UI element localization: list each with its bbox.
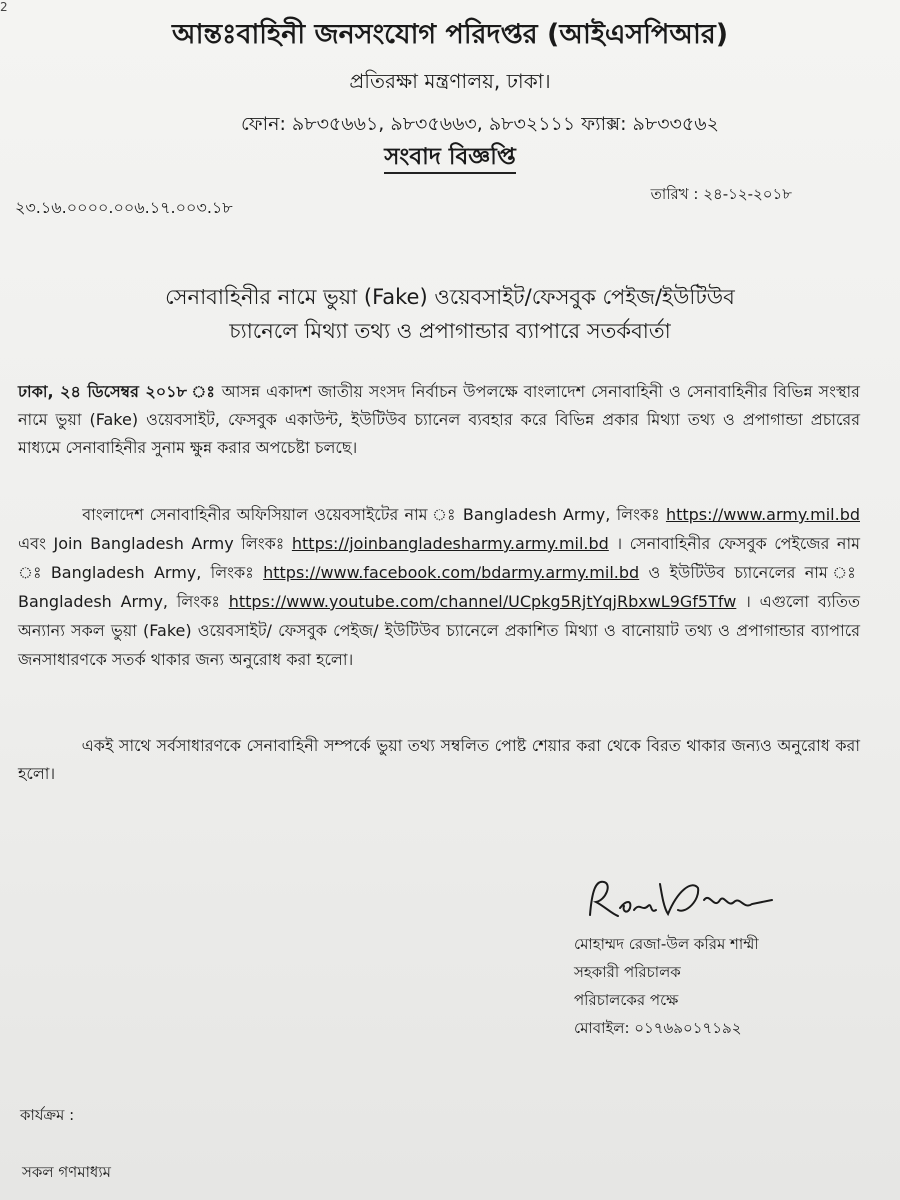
letterhead bbox=[0, 14, 900, 142]
organization-title: আন্তঃবাহিনী জনসংযোগ পরিদপ্তর (আইএসপিআর) bbox=[171, 19, 729, 50]
paragraph-3-text: একই সাথে সর্বসাধারণকে সেনাবাহিনী সম্পর্কে ভুয়া তথ্য সম্বলিত পোষ্ট শেয়ার করা থেকে বিরত থাকার জন্যও অনুরোধ করা হলো। bbox=[18, 736, 860, 783]
subject-heading bbox=[60, 280, 840, 348]
paragraph-2-part-4: ও ইউটিউব চ্যানেলের নাম ঃ Bangladesh Army, লিংকঃ bbox=[18, 563, 860, 611]
date: তারিখ : ২৪-১২-২০১৮ bbox=[650, 185, 792, 203]
paragraph-1 bbox=[18, 378, 860, 462]
paragraph-2-part-1: বাংলাদেশ সেনাবাহিনীর অফিসিয়াল ওয়েবসাইটের নাম ঃ Bangladesh Army, লিংকঃ bbox=[82, 505, 660, 524]
link-army-website[interactable]: https://www.army.mil.bd bbox=[665, 505, 860, 524]
corner-mark: 2 bbox=[0, 0, 8, 14]
signer-designation: সহকারী পরিচালক bbox=[574, 963, 681, 981]
press-release-heading bbox=[0, 138, 900, 177]
signer-mobile: মোবাইল: ০১৭৬৯০১৭১৯২ bbox=[574, 1019, 742, 1037]
handwritten-signature bbox=[582, 870, 782, 930]
dateline: ঢাকা, ২৪ ডিসেম্বর ২০১৮ ঃ bbox=[18, 382, 216, 401]
signer-block bbox=[574, 930, 759, 1042]
paragraph-3 bbox=[18, 732, 860, 788]
paragraph-2-part-5: । এগুলো ব্যতিত অন্যান্য সকল ভুয়া (Fake) ওয়েবসাইট/ ফেসবুক পেইজ/ ইউটিউব চ্যানেলে প্রকাশিত মিথ্যা ও বানোয়াট তথ্য ও প্রপাগান্ডার ব্যাপারে জনসাধারণকে সতর্ক থাকার জন্য অনুরোধ করা হলো। bbox=[18, 592, 860, 669]
press-release-title: সংবাদ বিজ্ঞপ্তি bbox=[384, 144, 516, 174]
paragraph-2-part-3: । সেনাবাহিনীর ফেসবুক পেইজের নাম ঃ Bangladesh Army, লিংকঃ bbox=[18, 534, 861, 582]
signer-on-behalf: পরিচালকের পক্ষে bbox=[574, 991, 679, 1009]
reference-number: ২৩.১৬.০০০০.০০৬.১৭.০০৩.১৮ bbox=[15, 198, 233, 217]
subject-line-2: চ্যানেলে মিথ্যা তথ্য ও প্রপাগান্ডার ব্যাপারে সতর্কবার্তা bbox=[229, 319, 671, 343]
paragraph-1-text: আসন্ন একাদশ জাতীয় সংসদ নির্বাচন উপলক্ষে বাংলাদেশ সেনাবাহিনী ও সেনাবাহিনীর বিভিন্ন সংস্থার নামে ভুয়া (Fake) ওয়েবসাইট, ফেসবুক একাউন্ট, ইউটিউব চ্যানেল ব্যবহার করে বিভিন্ন প্রকার মিথ্যা তথ্য ও প্রপাগান্ডা প্রচারের মাধ্যমে সেনাবাহিনীর সুনাম ক্ষুন্ন করার অপচেষ্টা চলছে। bbox=[18, 382, 860, 457]
action-label: কার্যক্রম : bbox=[20, 1106, 75, 1124]
paragraph-2 bbox=[18, 500, 860, 674]
link-facebook[interactable]: https://www.facebook.com/bdarmy.army.mil.bd bbox=[263, 563, 640, 582]
link-join-army[interactable]: https://joinbangladesharmy.army.mil.bd bbox=[291, 534, 609, 553]
ministry-line: প্রতিরক্ষা মন্ত্রণালয়, ঢাকা। bbox=[349, 69, 551, 93]
paragraph-2-part-2: এবং Join Bangladesh Army লিংকঃ bbox=[18, 534, 285, 553]
signer-name: মোহাম্মদ রেজা-উল করিম শাম্মী bbox=[574, 935, 759, 953]
phone-fax-line: ফোন: ৯৮৩৫৬৬১, ৯৮৩৫৬৬৩, ৯৮৩২১১১ ফ্যাক্স: ৯৮৩৩৫৬২ bbox=[241, 113, 719, 135]
recipient-label: সকল গণমাধ্যম bbox=[22, 1163, 112, 1181]
link-youtube[interactable]: https://www.youtube.com/channel/UCpkg5RjtYqjRbxwL9Gf5Tfw bbox=[228, 592, 737, 611]
subject-line-1: সেনাবাহিনীর নামে ভুয়া (Fake) ওয়েবসাইট/ফেসবুক পেইজ/ইউটিউব bbox=[165, 285, 735, 309]
